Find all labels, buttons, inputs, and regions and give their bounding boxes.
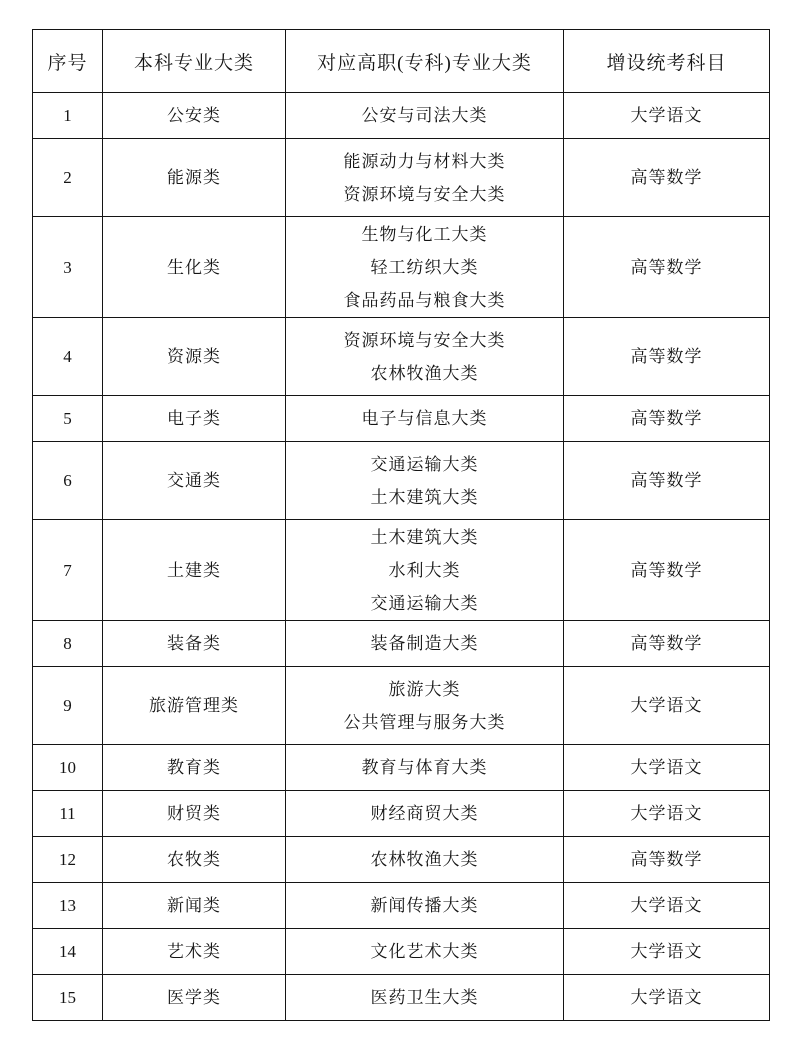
seq-cell	[33, 837, 103, 883]
undergrad-cell	[103, 791, 286, 837]
undergrad-cell	[103, 139, 286, 217]
cell-text: 8	[63, 634, 72, 653]
seq-cell	[33, 318, 103, 396]
header-row	[33, 30, 770, 93]
subject-cell	[564, 318, 770, 396]
cell-text: 12	[59, 850, 76, 869]
cell-text: 高等数学	[630, 347, 703, 366]
table-row	[33, 791, 770, 837]
cell-text: 高等数学	[630, 634, 703, 653]
cell-text: 交通类	[167, 471, 221, 490]
seq-cell	[33, 745, 103, 791]
table-row	[33, 837, 770, 883]
cell-text: 15	[59, 988, 76, 1007]
cell-text: 土木建筑大类	[370, 487, 479, 507]
seq-cell	[33, 520, 103, 621]
col-header-seq: 序号	[33, 30, 103, 93]
vocational-cell	[286, 396, 564, 442]
cell-text: 电子类	[167, 409, 221, 428]
seq-cell	[33, 93, 103, 139]
table-row	[33, 667, 770, 745]
cell-text: 1	[63, 106, 72, 125]
seq-cell	[33, 396, 103, 442]
subject-cell	[564, 520, 770, 621]
vocational-cell	[286, 621, 564, 667]
vocational-cell	[286, 745, 564, 791]
cell-text: 生物与化工大类	[361, 224, 488, 244]
cell-text: 资源环境与安全大类	[343, 184, 506, 204]
cell-text: 教育类	[167, 758, 221, 777]
subject-cell	[564, 791, 770, 837]
cell-text: 教育与体育大类	[361, 758, 488, 777]
subject-cell	[564, 139, 770, 217]
undergrad-cell	[103, 745, 286, 791]
cell-text: 11	[59, 804, 76, 823]
seq-cell	[33, 621, 103, 667]
cell-text: 6	[63, 471, 72, 490]
cell-text: 高等数学	[630, 168, 703, 187]
cell-text: 公安类	[167, 106, 221, 125]
cell-text: 4	[63, 347, 72, 366]
cell-text: 交通运输大类	[370, 454, 479, 474]
cell-text: 旅游管理类	[149, 696, 239, 715]
cell-text: 大学语文	[630, 758, 703, 777]
cell-text: 旅游大类	[388, 679, 461, 699]
cell-text: 艺术类	[167, 942, 221, 961]
seq-cell	[33, 929, 103, 975]
cell-text: 10	[59, 758, 76, 777]
vocational-cell	[286, 837, 564, 883]
cell-text: 3	[63, 257, 72, 277]
table-row	[33, 396, 770, 442]
vocational-cell	[286, 217, 564, 318]
seq-cell	[33, 975, 103, 1021]
undergrad-cell	[103, 929, 286, 975]
col-header-vocational: 对应高职(专科)专业大类	[286, 30, 564, 93]
cell-text: 资源类	[167, 347, 221, 366]
vocational-cell	[286, 520, 564, 621]
cell-text: 公共管理与服务大类	[343, 712, 506, 732]
cell-text: 生化类	[167, 257, 221, 277]
table-body	[33, 93, 770, 1021]
cell-text: 农林牧渔大类	[370, 850, 479, 869]
cell-text: 高等数学	[630, 257, 703, 277]
undergrad-cell	[103, 975, 286, 1021]
cell-text: 14	[59, 942, 76, 961]
cell-text: 农牧类	[167, 850, 221, 869]
vocational-cell	[286, 139, 564, 217]
seq-cell	[33, 442, 103, 520]
cell-text: 7	[63, 560, 72, 580]
undergrad-cell	[103, 520, 286, 621]
majors-mapping-table	[32, 29, 770, 1021]
cell-text: 电子与信息大类	[361, 409, 488, 428]
cell-text: 5	[63, 409, 72, 428]
seq-cell	[33, 217, 103, 318]
cell-text: 大学语文	[630, 106, 703, 125]
cell-text: 13	[59, 896, 76, 915]
cell-text: 农林牧渔大类	[370, 363, 479, 383]
vocational-cell	[286, 667, 564, 745]
undergrad-cell	[103, 93, 286, 139]
subject-cell	[564, 745, 770, 791]
cell-text: 大学语文	[630, 896, 703, 915]
cell-text: 轻工纺织大类	[370, 257, 479, 277]
table-row	[33, 318, 770, 396]
table-row	[33, 93, 770, 139]
subject-cell	[564, 217, 770, 318]
undergrad-cell	[103, 217, 286, 318]
subject-cell	[564, 396, 770, 442]
seq-cell	[33, 667, 103, 745]
col-header-undergrad: 本科专业大类	[103, 30, 286, 93]
undergrad-cell	[103, 318, 286, 396]
cell-text: 文化艺术大类	[370, 942, 479, 961]
cell-text: 能源动力与材料大类	[343, 151, 506, 171]
cell-text: 高等数学	[630, 471, 703, 490]
seq-cell	[33, 791, 103, 837]
cell-text: 资源环境与安全大类	[343, 330, 506, 350]
table-row	[33, 520, 770, 621]
subject-cell	[564, 883, 770, 929]
cell-text: 交通运输大类	[370, 593, 479, 613]
seq-cell	[33, 139, 103, 217]
undergrad-cell	[103, 837, 286, 883]
table-row	[33, 621, 770, 667]
cell-text: 土建类	[167, 560, 221, 580]
undergrad-cell	[103, 396, 286, 442]
cell-text: 食品药品与粮食大类	[343, 290, 506, 310]
cell-text: 医药卫生大类	[370, 988, 479, 1007]
table-row	[33, 975, 770, 1021]
cell-text: 财贸类	[167, 804, 221, 823]
table-row	[33, 929, 770, 975]
vocational-cell	[286, 883, 564, 929]
undergrad-cell	[103, 442, 286, 520]
cell-text: 9	[63, 696, 72, 715]
vocational-cell	[286, 929, 564, 975]
table-row	[33, 442, 770, 520]
undergrad-cell	[103, 883, 286, 929]
vocational-cell	[286, 791, 564, 837]
cell-text: 大学语文	[630, 696, 703, 715]
cell-text: 大学语文	[630, 804, 703, 823]
table-row	[33, 883, 770, 929]
cell-text: 土木建筑大类	[370, 527, 479, 547]
cell-text: 2	[63, 168, 72, 187]
cell-text: 大学语文	[630, 942, 703, 961]
subject-cell	[564, 667, 770, 745]
cell-text: 公安与司法大类	[361, 106, 488, 125]
cell-text: 装备类	[167, 634, 221, 653]
cell-text: 医学类	[167, 988, 221, 1007]
table-row	[33, 745, 770, 791]
table-row	[33, 217, 770, 318]
cell-text: 大学语文	[630, 988, 703, 1007]
cell-text: 装备制造大类	[370, 634, 479, 653]
subject-cell	[564, 929, 770, 975]
undergrad-cell	[103, 667, 286, 745]
subject-cell	[564, 442, 770, 520]
subject-cell	[564, 975, 770, 1021]
seq-cell	[33, 883, 103, 929]
cell-text: 高等数学	[630, 560, 703, 580]
cell-text: 能源类	[167, 168, 221, 187]
cell-text: 新闻类	[167, 896, 221, 915]
table-row	[33, 139, 770, 217]
vocational-cell	[286, 442, 564, 520]
subject-cell	[564, 837, 770, 883]
subject-cell	[564, 93, 770, 139]
subject-cell	[564, 621, 770, 667]
vocational-cell	[286, 318, 564, 396]
undergrad-cell	[103, 621, 286, 667]
vocational-cell	[286, 93, 564, 139]
cell-text: 高等数学	[630, 850, 703, 869]
cell-text: 水利大类	[388, 560, 461, 580]
col-header-subject: 增设统考科目	[564, 30, 770, 93]
cell-text: 高等数学	[630, 409, 703, 428]
cell-text: 财经商贸大类	[370, 804, 479, 823]
cell-text: 新闻传播大类	[370, 896, 479, 915]
vocational-cell	[286, 975, 564, 1021]
